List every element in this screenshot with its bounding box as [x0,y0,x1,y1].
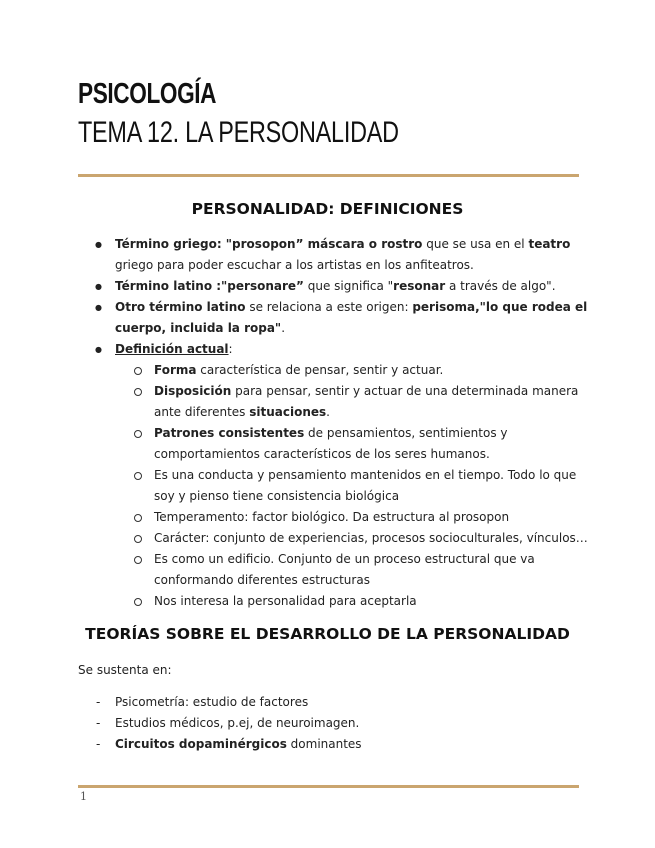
definition-subitem [115,528,588,549]
page-number: 1 [80,790,87,803]
text-run: . [326,405,330,419]
text-run: . [281,321,286,335]
section-heading-definitions: PERSONALIDAD: DEFINICIONES [191,200,464,218]
definition-sublist [115,360,588,612]
text-run: Es como un edificio. Conjunto de un proceso estructural que va conformando diferentes estructuras [154,552,535,587]
text-run: Temperamento: factor biológico. Da estructura al prosopon [154,510,510,524]
bold-text: Definición actual [115,342,229,356]
bold-text: resonar [393,279,446,293]
bold-text: Forma [154,363,197,377]
text-run: Psicometría: estudio de factores [115,695,309,709]
definition-bullet [78,297,588,339]
text-run: dominantes [286,737,362,751]
subject-title: PSICOLOGÍA [78,78,217,110]
definition-subitem [115,591,588,612]
definition-subitem [115,507,588,528]
definition-bullet [78,276,588,297]
text-run: Es una conducta y pensamiento mantenidos en el tiempo. Todo lo que soy y pienso tiene consistencia biológica [154,468,577,503]
text-run: Estudios médicos, p.ej, de neuroimagen. [115,716,360,730]
text-run: característica de pensar, sentir y actuar. [196,363,444,377]
definition-subitem [115,465,588,507]
definition-bullet [78,234,588,276]
bold-text: Término latino :"personare” [115,279,304,293]
theories-intro: Se sustenta en: [78,663,172,677]
bold-text: Disposición [154,384,232,398]
definition-subitem [115,381,588,423]
topic-title: TEMA 12. LA PERSONALIDAD [78,116,399,149]
definition-subitem [115,549,588,591]
text-run: Nos interesa la personalidad para aceptarla [154,594,417,608]
footer-rule [78,785,579,788]
text-run: que significa " [303,279,394,293]
bold-text: Otro término latino [115,300,246,314]
theory-item [78,734,588,755]
bold-text: situaciones [249,405,327,419]
bold-text: Término griego: "prosopon” máscara o rostro [115,237,423,251]
bold-text: Patrones consistentes [154,426,305,440]
bold-text: perisoma [412,300,476,314]
header-rule [78,174,579,177]
text-run: se relaciona a este origen: [245,300,413,314]
theory-item [78,692,588,713]
bold-text: teatro [528,237,571,251]
theories-list [78,692,588,755]
definitions-list [78,234,588,612]
text-run: Carácter: conjunto de experiencias, procesos socioculturales, vínculos… [154,531,588,545]
text-run: griego para poder escuchar a los artistas en los anfiteatros. [115,258,474,272]
text-run: : [228,342,233,356]
bold-text: Circuitos dopaminérgicos [115,737,287,751]
theory-item [78,713,588,734]
text-run: que se usa en el [422,237,529,251]
text-run: para pensar, sentir y actuar de una determinada manera ante diferentes [154,384,579,419]
text-run: a través de algo". [445,279,556,293]
definition-subitem [115,360,588,381]
text-run: de pensamientos, sentimientos y comportamientos característicos de los seres humanos. [154,426,508,461]
bold-text: ,"lo que rodea el cuerpo, incluida la ropa" [115,300,588,335]
definition-bullet [78,339,588,612]
definition-subitem [115,423,588,465]
section-heading-theories: TEORÍAS SOBRE EL DESARROLLO DE LA PERSONALIDAD [85,625,570,643]
